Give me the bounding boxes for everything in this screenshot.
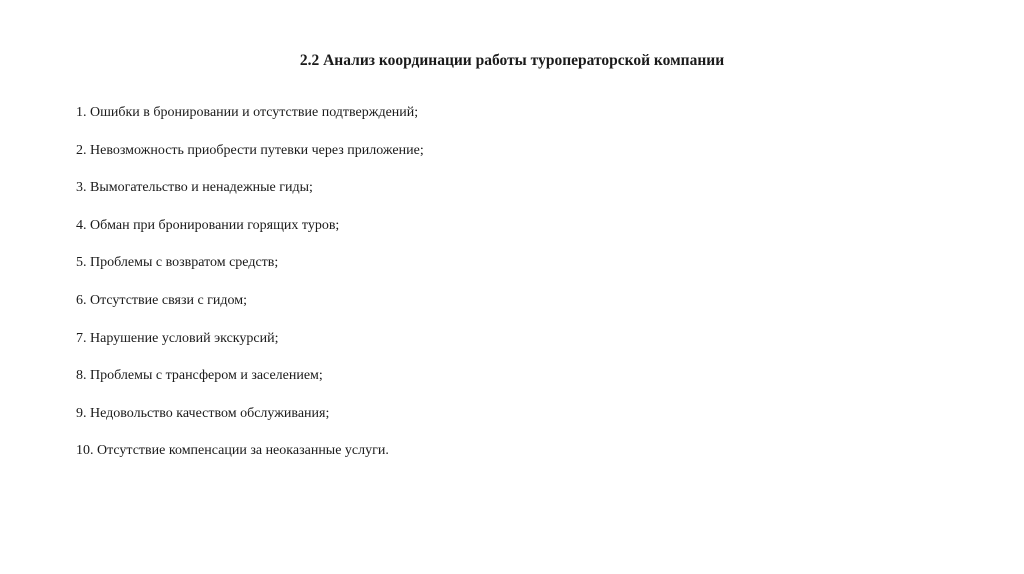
- list-item: 9. Недовольство качеством обслуживания;: [76, 405, 330, 421]
- list-item: 4. Обман при бронировании горящих туров;: [76, 217, 340, 233]
- list-item: 7. Нарушение условий экскурсий;: [76, 330, 279, 346]
- list-item: 1. Ошибки в бронировании и отсутствие подтверждений;: [76, 105, 419, 120]
- list-item: 5. Проблемы с возвратом средств;: [76, 255, 279, 271]
- list-item: 6. Отсутствие связи с гидом;: [76, 292, 248, 308]
- list-item: 3. Вымогательство и ненадежные гиды;: [76, 180, 313, 196]
- list-item: 8. Проблемы с трансфером и заселением;: [76, 368, 323, 384]
- page-title: 2.2 Анализ координации работы туроператорской компании: [299, 52, 725, 69]
- list-item: 10. Отсутствие компенсации за неоказанные услуги.: [76, 443, 389, 459]
- issues-list: [76, 103, 424, 479]
- list-item: 2. Невозможность приобрести путевки через приложение;: [76, 142, 424, 158]
